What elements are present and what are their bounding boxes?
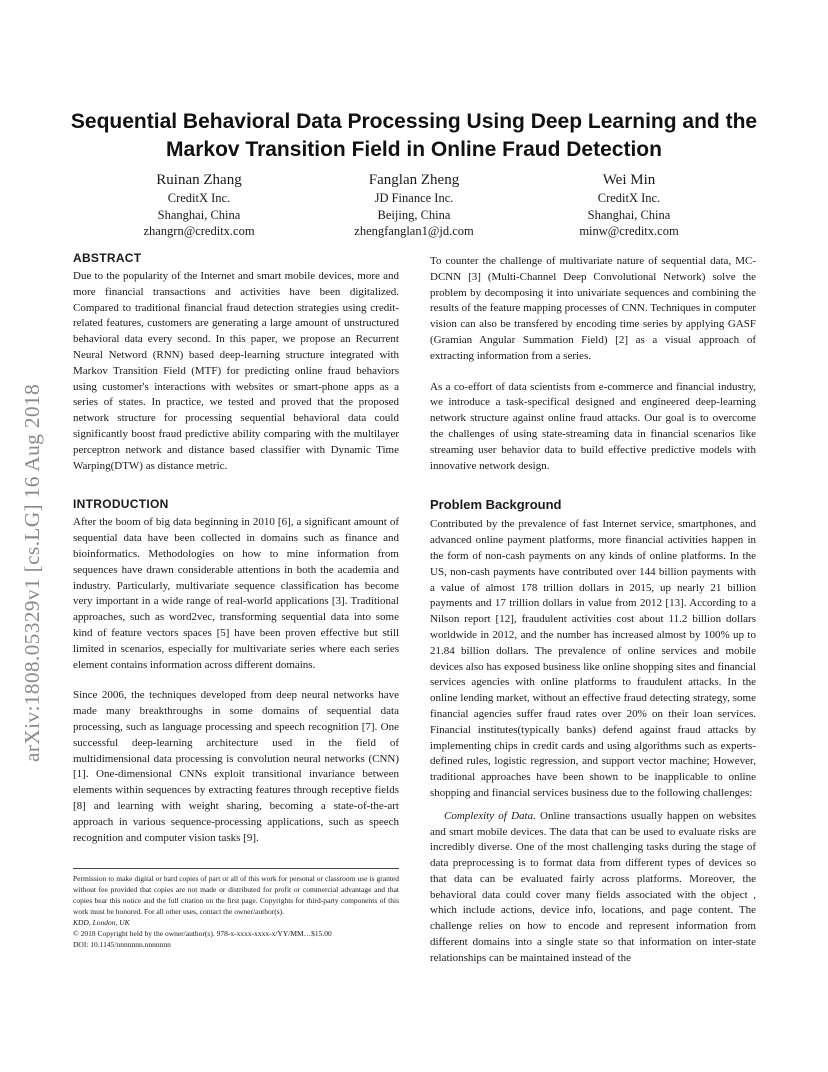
copyright-line: © 2018 Copyright held by the owner/author(s). 978-x-xxxx-xxxx-x/YY/MM…$15.00 bbox=[73, 929, 332, 938]
author-org: JD Finance Inc. bbox=[374, 191, 454, 205]
paper-title: Sequential Behavioral Data Processing Using Deep Learning and the Markov Transition Field in Online Fraud Detection bbox=[70, 110, 758, 161]
author-location: Shanghai, China bbox=[587, 207, 671, 222]
abstract-heading: ABSTRACT bbox=[73, 251, 142, 265]
author-1 bbox=[106, 171, 292, 240]
complexity-paragraph bbox=[430, 809, 756, 967]
venue: KDD, London, UK bbox=[73, 918, 130, 927]
author-email: minw@creditx.com bbox=[579, 224, 679, 238]
problem-background-paragraph: Contributed by the prevalence of fast Internet service, smartphones, and advanced online payment platforms, more financial activities happen in the form of non-cash payments on any kinds of online platforms. In the US, non-cash payments have contributed over 144 billion payments with a value of almost 178 trillion dollars in 2015, up nearly 21 billion payments and 17 trillion dollars in value from 2012 [13]. According to a Nilson report [12], fraudulent activities cost about 11.2 billion dollars worldwide in 2012, and the number has increased almost by 100% up to 21.84 billion dollars. The prevalence of online services and mobile devices also has exposed business like online shopping sites and financial services agencies with online platforms to fraudulent attacks. In the online lending market, without an effective fraud detecting strategy, some financial agencies suffer fraud rates over 20% on their loan services. Financial institutes(typically banks) defend against fraud attacks by implementing chips in credit cards and using algorithms such as experts-defined rules, logistic regression, and support vector machine; However, traditional approaches have been shown to be inapplicable to online shopping and financial services business due to the following challenges: bbox=[430, 518, 756, 799]
author-location: Shanghai, China bbox=[157, 207, 241, 222]
abstract-text: Due to the popularity of the Internet and smart mobile devices, more and more financial transactions and activities have been digitalized. Compared to traditional financial fraud detection strategies using credit-related features, customers are generating a large amount of unstructured behavioral data every second. In this paper, we propose an Recurrent Neural Netword (RNN) based deep-learning structure integrated with Markov Transition Field (MTF) for predicting online fraud behaviors using customer's interactions with websites or smart-phone apps as a series of states. In practice, we tested and proved that the proposed network structure for processing sequential behavioral data could significantly boost fraud predictive ability comparing with the multilayer perceptron network and distance based classifier with Dynamic Time Warping(DTW) as distance metric. bbox=[73, 270, 399, 472]
problem-background-heading: Problem Background bbox=[430, 497, 562, 513]
author-name: Wei Min bbox=[602, 172, 656, 188]
author-email: zhangrn@creditx.com bbox=[143, 224, 255, 238]
author-org: CreditX Inc. bbox=[597, 191, 661, 205]
introduction-heading: INTRODUCTION bbox=[73, 497, 169, 512]
left-column bbox=[73, 250, 399, 846]
introduction-paragraph-2: Since 2006, the techniques developed from deep neural networks have made many breakthroughs in some domains of sequential data processing, such as language processing and speech recognition [7]. One successful deep-learning architecture used in the field of multidimensional data processing is convolution neural networks (CNN) [1]. One-dimensional CNNs exploit transitional invariance between elements within sequences by extracting features through receptive fields [8] and learning with weight sharing, becoming a state-of-the-art approach in various sequence-processing applications, such as speech recognition and computer vision tasks [9]. bbox=[73, 689, 399, 844]
right-column bbox=[430, 254, 756, 967]
introduction-paragraph-1: After the boom of big data beginning in 2010 [6], a significant amount of sequential data have been collected in domains such as finance and bioinformatics. Methodologies on how to mine information from sequences have drawn considerable attentions in both the academia and industry. Particularly, multivariate sequence classification has become very important in a wide range of real-world applications [3]. Traditional approaches, such as word2vec, transforming sequential data into some kind of feature vectors spaces [5] have been proven effective but still limited in scenarios, especially for multivariate series where each series element contains information across different domains. bbox=[73, 516, 399, 671]
doi-line: DOI: 10.1145/nnnnnnn.nnnnnnn bbox=[73, 940, 171, 949]
arxiv-stamp: arXiv:1808.05329v1 [cs.LG] 16 Aug 2018 bbox=[20, 383, 44, 762]
copyright-footnote bbox=[73, 868, 399, 950]
author-name: Ruinan Zhang bbox=[156, 172, 242, 188]
author-org: CreditX Inc. bbox=[167, 191, 231, 205]
complexity-runin-heading: Complexity of Data. bbox=[444, 809, 536, 822]
permission-notice: Permission to make digital or hard copies of part or all of this work for personal or classroom use is granted without fee provided that copies are not made or distributed for profit or commercial advantage and that copies bear this notice and the full citation on the first page. Copyrights for third-party components of this work must be honored. For all other uses, contact the owner/author(s). bbox=[73, 874, 399, 916]
author-2 bbox=[316, 171, 512, 240]
intro-paragraph-3: To counter the challenge of multivariate nature of sequential data, MC-DCNN [3] (Multi-Channel Deep Convolutional Network) solve the problem by decomposing it into univariate sequences and combining the results of the feature mapping processes of CNN. Techniques in computer vision can also be transfered by encoding time series by applying GASF (Gramian Angular Summation Field) [2] as a visual approach of extracting information from a series. bbox=[430, 255, 756, 362]
author-location: Beijing, China bbox=[377, 207, 451, 222]
author-name: Fanglan Zheng bbox=[368, 172, 460, 188]
intro-paragraph-4: As a co-effort of data scientists from e-commerce and financial industry, we introduce a task-specifical designed and engineered deep-learning network structure against online fraud attacks. Our goal is to overcome the challenges of using state-streaming data in financial scenarios like streaming user behavior data to build effective predictive models with innovative network design. bbox=[430, 380, 756, 472]
complexity-text: Online transactions usually happen on websites and smart mobile devices. The data that can be used to evaluate risks are incredibly diverse. One of the most challenging tasks during the stage of data preprocessing is to format data from different types of devices so that data can be evaluated fairly across platforms. Moreover, the behavioral data could cover many fields associated with the object , which include actions, device info, locations, and page content. The challenge relies on how to encode and represent information from different domains into a single state so that information on inter-state relationships can be maintained instead of the bbox=[430, 809, 757, 964]
author-3 bbox=[536, 171, 722, 240]
author-email: zhengfanglan1@jd.com bbox=[354, 224, 474, 238]
